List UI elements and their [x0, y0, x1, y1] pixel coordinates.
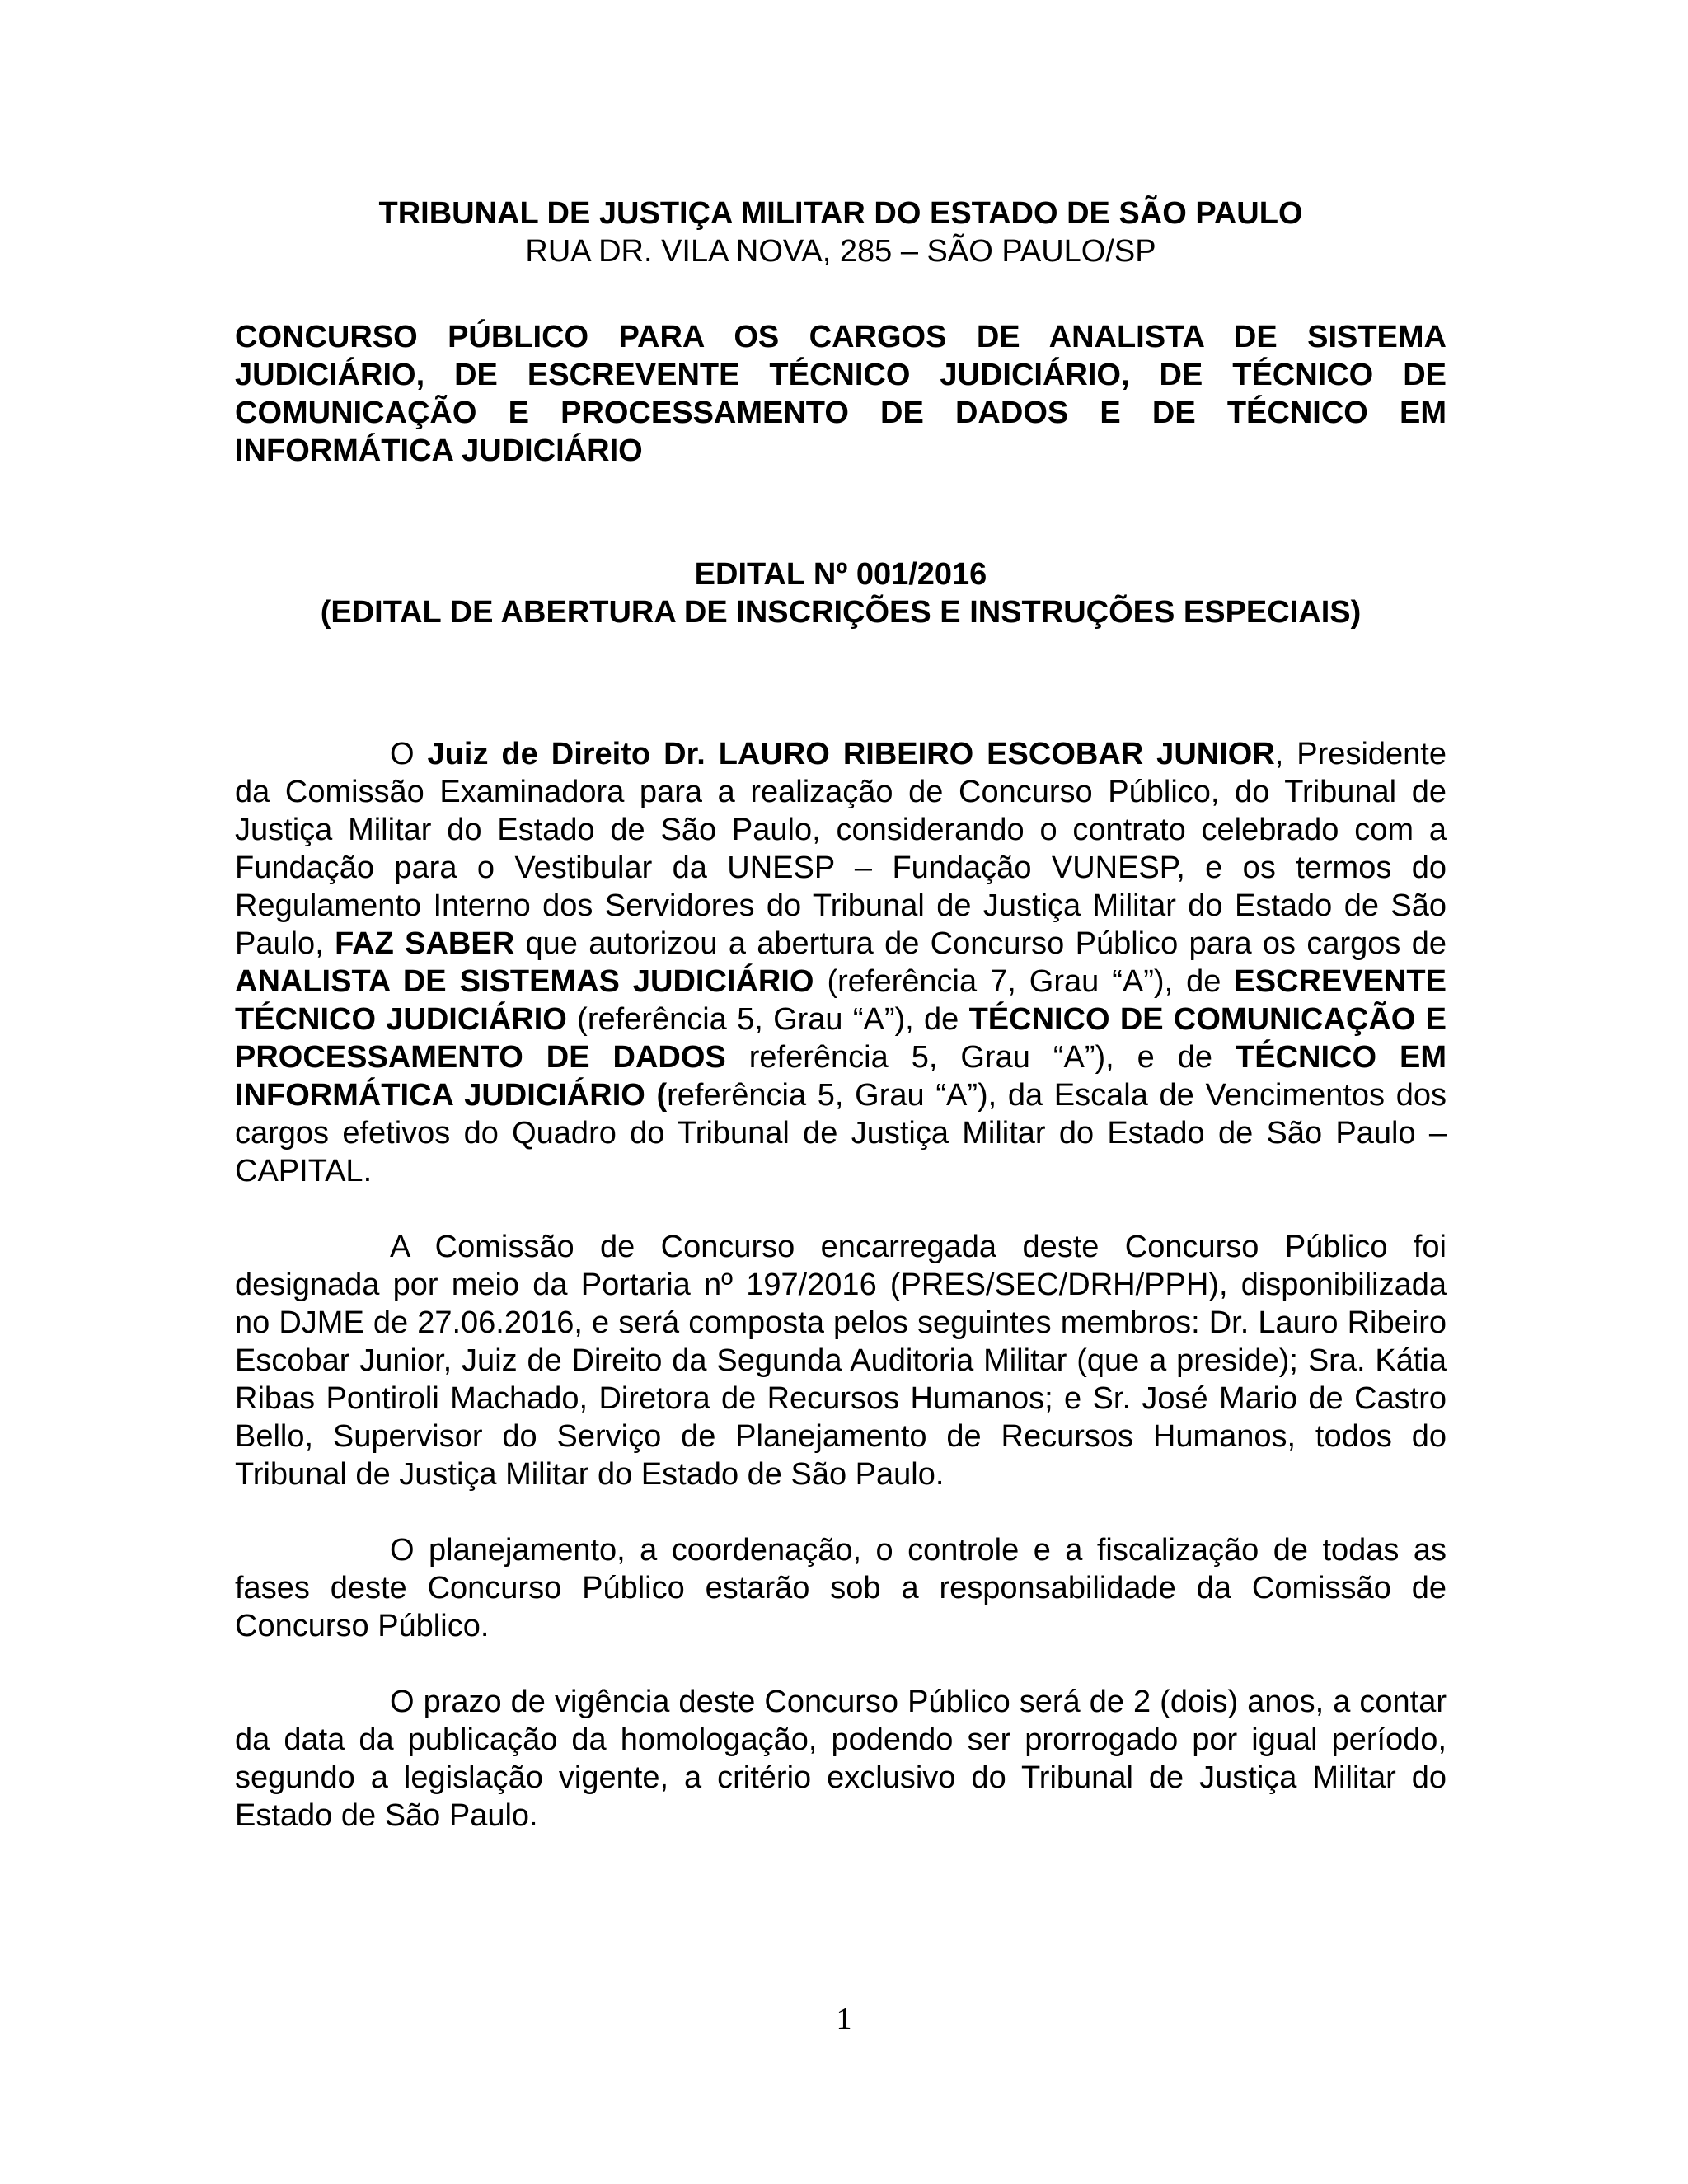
p1-bold-analista: ANALISTA DE SISTEMAS JUDICIÁRIO: [235, 964, 814, 999]
edital-block: [235, 555, 1447, 631]
paragraph-responsibility: O planejamento, a coordenação, o controle e a fiscalização de todas as fases deste Concurso Público estarão sob a responsabilidade da Comissão de Concurso Público.: [235, 1533, 1447, 1643]
p1-text-1: O: [390, 737, 428, 771]
document-page: [235, 194, 1447, 1866]
paragraph-commission: A Comissão de Concurso encarregada deste Concurso Público foi designada por meio da Portaria nº 197/2016 (PRES/SEC/DRH/PPH), disponibilizada no DJME de 27.06.2016, e será composta pelos seguintes membros: Dr. Lauro Ribeiro Escobar Junior, Juiz de Direito da Segunda Auditoria Militar (que a preside); Sra. Kátia Ribas Pontiroli Machado, Diretora de Recursos Humanos; e Sr. José Mario de Castro Bello, Supervisor do Serviço de Planejamento de Recursos Humanos, todos do Tribunal de Justiça Militar do Estado de São Paulo.: [235, 1230, 1447, 1492]
p1-bold-tecnico-comunicacao: TÉCNICO DE COMUNICAÇÃO E PROCESSAMENTO DE DADOS: [235, 1002, 1447, 1075]
p1-text-3: que autorizou a abertura de Concurso Público para os cargos de: [514, 926, 1447, 961]
p1-text-5: (referência 5, Grau “A”), de: [566, 1002, 969, 1037]
paragraph-opening: [235, 735, 1447, 1190]
p1-bold-judge: Juiz de Direito Dr. LAURO RIBEIRO ESCOBAR JUNIOR: [427, 737, 1275, 771]
institution-address: RUA DR. VILA NOVA, 285 – SÃO PAULO/SP: [525, 234, 1156, 269]
p1-text-6: referência 5, Grau “A”), e de: [725, 1040, 1236, 1075]
p1-bold-escrevente: ESCREVENTE TÉCNICO JUDICIÁRIO: [235, 964, 1447, 1037]
institution-title: TRIBUNAL DE JUSTIÇA MILITAR DO ESTADO DE SÃO PAULO: [378, 196, 1303, 231]
p1-text-7: referência 5, Grau “A”), da Escala de Vencimentos dos cargos efetivos do Quadro do Tribunal de Justiça Militar do Estado de São Paulo – CAPITAL.: [235, 1078, 1447, 1188]
edital-number: EDITAL Nº 001/2016: [694, 557, 987, 592]
p1-text-2: , Presidente da Comissão Examinadora para a realização de Concurso Público, do Tribunal de Justiça Militar do Estado de São Paulo, considerando o contrato celebrado com a Fundação para o Vestibular da UNESP – Fundação VUNESP, e os termos do Regulamento Interno dos Servidores do Tribunal de Justiça Militar do Estado de São Paulo,: [235, 737, 1447, 961]
document-header: [235, 194, 1447, 270]
p1-bold-tecnico-informatica: TÉCNICO EM INFORMÁTICA JUDICIÁRIO (: [235, 1040, 1447, 1113]
paragraph-validity: O prazo de vigência deste Concurso Público será de 2 (dois) anos, a contar da data da publicação da homologação, podendo ser prorrogado por igual período, segundo a legislação vigente, a critério exclusivo do Tribunal de Justiça Militar do Estado de São Paulo.: [235, 1685, 1447, 1833]
edital-subtitle: (EDITAL DE ABERTURA DE INSCRIÇÕES E INSTRUÇÕES ESPECIAIS): [320, 595, 1362, 630]
page-number: 1: [836, 2002, 852, 2036]
contest-heading: CONCURSO PÚBLICO PARA OS CARGOS DE ANALISTA DE SISTEMA JUDICIÁRIO, DE ESCREVENTE TÉCNICO JUDICIÁRIO, DE TÉCNICO DE COMUNICAÇÃO E PROCESSAMENTO DE DADOS E DE TÉCNICO EM INFORMÁTICA JUDICIÁRIO: [235, 320, 1447, 468]
p1-bold-faz-saber: FAZ SABER: [335, 926, 515, 961]
p1-text-4: (referência 7, Grau “A”), de: [814, 964, 1235, 999]
